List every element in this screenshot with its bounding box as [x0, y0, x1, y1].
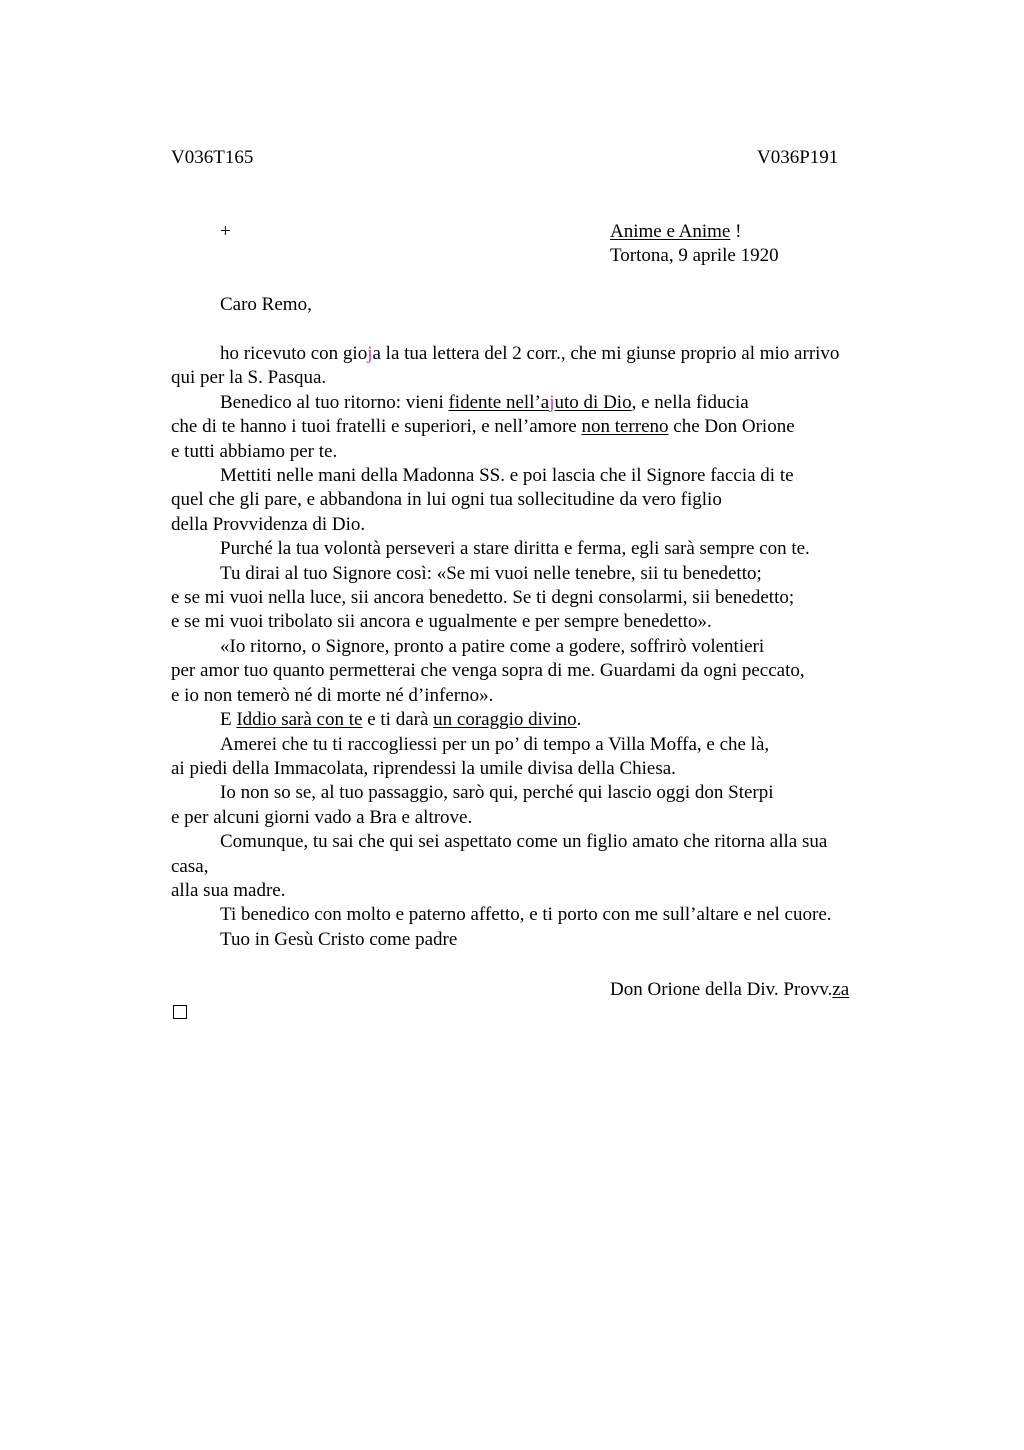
motto-underlined: Anime e Anime [610, 221, 731, 242]
body-line: Io non so se, al tuo passaggio, sarò qui, perché qui lascio oggi don Sterpi [220, 782, 774, 804]
motto-suffix: ! [730, 221, 742, 242]
text-run: e ti darà [362, 709, 434, 731]
body-line: Ti benedico con molto e paterno affetto, e ti porto con me sull’altare e nel cuore. [220, 904, 832, 926]
body-line: Comunque, tu sai che qui sei aspettato come un figlio amato che ritorna alla sua [220, 831, 828, 853]
body-line: alla sua madre. [171, 879, 286, 901]
underlined-phrase: Iddio sarà con te [236, 709, 363, 731]
motto [610, 220, 741, 244]
signature-name: Don Orione della Div. Provv. [610, 979, 833, 1000]
body-line [171, 391, 911, 415]
body-line: della Provvidenza di Dio. [171, 513, 366, 535]
closing-line: Tuo in Gesù Cristo come padre [220, 928, 458, 950]
right-reference-code: V036P191 [757, 147, 839, 168]
salutation: Caro Remo, [220, 294, 312, 315]
text-run: . [576, 709, 582, 731]
text-run: che Don Orione [668, 416, 795, 438]
body-line: e per alcuni giorni vado a Bra e altrove. [171, 806, 473, 828]
text-run: fidente nell’a [448, 391, 550, 413]
left-reference-code: V036T165 [171, 147, 254, 168]
highlighted-letter: j [367, 343, 373, 364]
body-line: casa, [171, 855, 209, 877]
body-line: e tutti abbiamo per te. [171, 440, 338, 462]
body-line [171, 415, 911, 439]
text-run: uto di Dio [554, 391, 632, 413]
underlined-phrase: non terreno [581, 416, 669, 438]
cross-mark: + [220, 221, 231, 242]
empty-square-icon [173, 1005, 187, 1019]
text-run: , e nella fiducia [631, 391, 749, 413]
body-line: «Io ritorno, o Signore, pronto a patire come a godere, soffrirò volentieri [220, 635, 765, 657]
place-date: Tortona, 9 aprile 1920 [610, 245, 779, 266]
body-line: Purché la tua volontà perseveri a stare diritta e ferma, egli sarà sempre con te. [220, 538, 810, 560]
underlined-phrase: un coraggio divino [433, 709, 577, 731]
text-run: ho ricevuto con gio [220, 343, 368, 364]
body-line: ai piedi della Immacolata, riprendessi la umile divisa della Chiesa. [171, 757, 676, 779]
body-line: e se mi vuoi tribolato sii ancora e ugualmente e per sempre benedetto». [171, 611, 712, 633]
body-line: Mettiti nelle mani della Madonna SS. e poi lascia che il Signore faccia di te [220, 465, 794, 487]
body-line: quel che gli pare, e abbandona in lui ogni tua sollecitudine da vero figlio [171, 489, 722, 511]
body-line: Amerei che tu ti raccogliessi per un po’ di tempo a Villa Moffa, e che là, [220, 733, 770, 755]
underlined-phrase [448, 392, 631, 413]
body-line: e io non temerò né di morte né d’inferno». [171, 684, 494, 706]
body-line: qui per la S. Pasqua. [171, 367, 327, 389]
highlighted-letter: j [549, 391, 555, 413]
body-line: e se mi vuoi nella luce, sii ancora benedetto. Se ti degni consolarmi, sii benedetto; [171, 587, 795, 609]
signature-suffix: za [832, 979, 850, 1000]
letter-body [171, 342, 911, 952]
body-line [171, 708, 911, 732]
body-line: Tu dirai al tuo Signore così: «Se mi vuoi nelle tenebre, sii tu benedetto; [220, 562, 762, 584]
body-line [171, 342, 911, 366]
text-run: E [220, 709, 237, 731]
text-run: Benedico al tuo ritorno: vieni [220, 391, 449, 413]
body-line: per amor tuo quanto permetterai che venga sopra di me. Guardami da ogni peccato, [171, 660, 805, 682]
text-run: a la tua lettera del 2 corr., che mi giunse proprio al mio arrivo [372, 343, 840, 364]
text-run: che di te hanno i tuoi fratelli e superiori, e nell’amore [171, 416, 582, 438]
signature [610, 978, 849, 1002]
